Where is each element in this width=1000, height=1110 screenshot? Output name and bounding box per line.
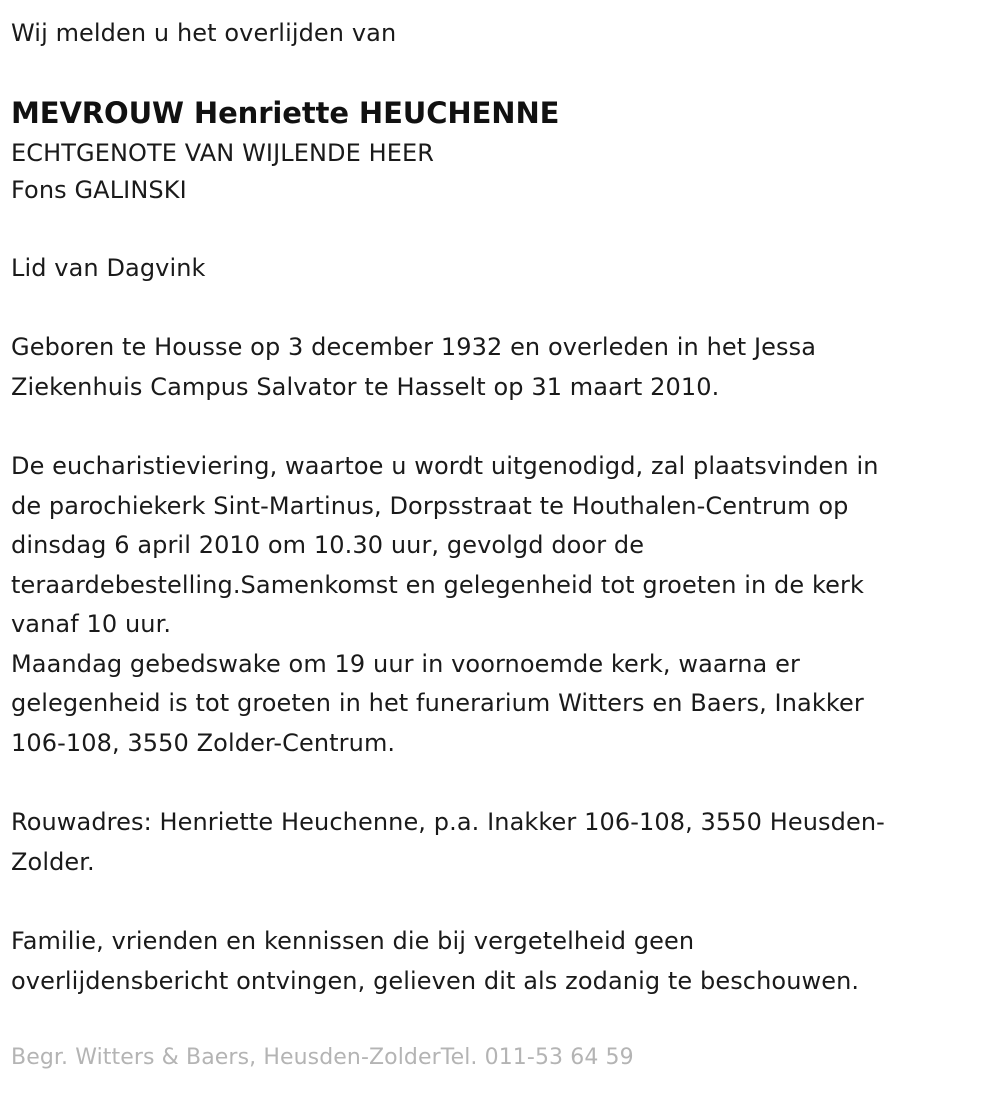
deceased-name: MEVROUW Henriette HEUCHENNE	[11, 95, 560, 130]
service-line: teraardebestelling.Samenkomst en gelegenheid tot groeten in de kerk	[11, 570, 864, 599]
closing-line: Familie, vrienden en kennissen die bij vergetelheid geen	[11, 927, 695, 955]
mourning-address-line: Zolder.	[11, 847, 95, 876]
intro-text: Wij melden u het overlijden van	[11, 19, 397, 47]
service-line: gelegenheid is tot groeten in het funerarium Witters en Baers, Inakker	[11, 689, 864, 717]
birth-death-paragraph	[11, 328, 970, 407]
birth-death-line: Ziekenhuis Campus Salvator te Hasselt op 31 maart 2010.	[11, 372, 720, 401]
mourning-address-line: Rouwadres: Henriette Heuchenne, p.a. Inakker 106-108, 3550 Heusden-	[11, 808, 885, 836]
service-line: 106-108, 3550 Zolder-Centrum.	[11, 728, 396, 757]
spouse-name: Fons GALINSKI	[11, 175, 187, 204]
service-paragraph	[11, 447, 970, 763]
closing-line: overlijdensbericht ontvingen, gelieven dit als zodanig te beschouwen.	[11, 966, 860, 995]
birth-death-line: Geboren te Housse op 3 december 1932 en overleden in het Jessa	[11, 333, 817, 361]
relation-label: ECHTGENOTE VAN WIJLENDE HEER	[11, 138, 435, 167]
mourning-address-paragraph	[11, 803, 970, 882]
service-line: vanaf 10 uur.	[11, 610, 172, 638]
relation-block	[11, 135, 970, 209]
service-line: Maandag gebedswake om 19 uur in voornoemde kerk, waarna er	[11, 649, 800, 678]
closing-paragraph	[11, 922, 970, 1001]
funeral-home-footer: Begr. Witters & Baers, Heusden-ZolderTel. 011-53 64 59	[11, 1045, 634, 1070]
service-line: de parochiekerk Sint-Martinus, Dorpsstraat te Houthalen-Centrum op	[11, 491, 849, 520]
service-line: De eucharistieviering, waartoe u wordt uitgenodigd, zal plaatsvinden in	[11, 452, 879, 480]
membership-text: Lid van Dagvink	[11, 253, 206, 282]
service-line: dinsdag 6 april 2010 om 10.30 uur, gevolgd door de	[11, 531, 645, 559]
